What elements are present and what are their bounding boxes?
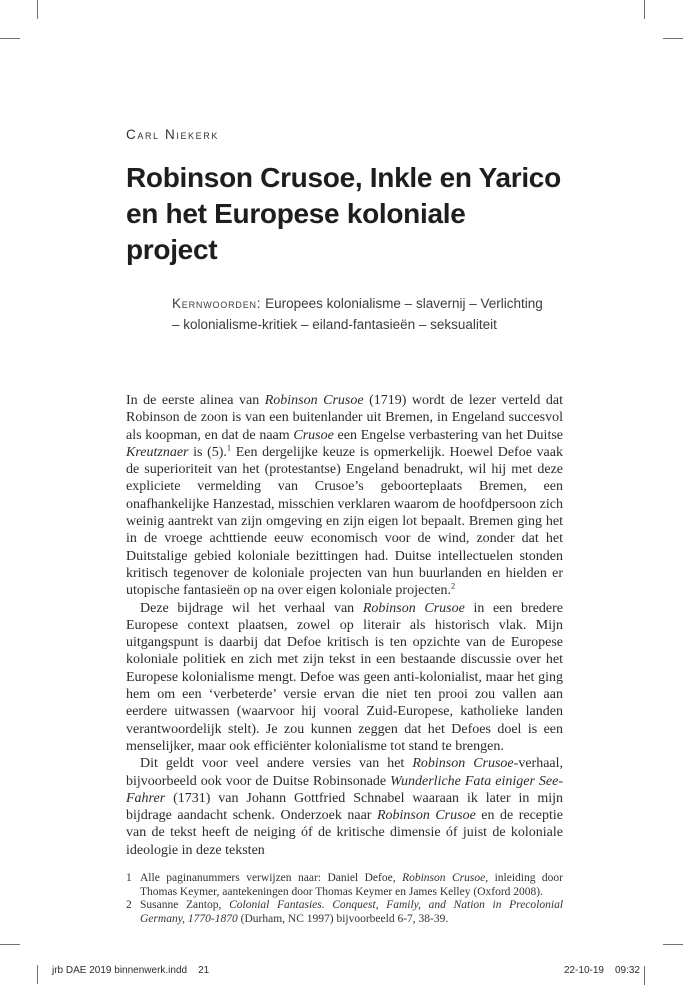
footnote-1 xyxy=(126,872,563,899)
crop-mark-bottom-right-vertical xyxy=(644,966,645,985)
body-paragraph-1: In de eerste alinea van Robinson Crusoe (1719) wordt de lezer verteld dat Robinson de zoon is van een buitenlander uit Bremen, in Engeland succesvol als koopman, en dat de naam Crusoe een Engelse verbastering van het Duitse Kreutznaer is (5).$^1$ Een dergelijke keuze is opmerkelijk. Hoewel Defoe vaak de superioriteit van het (protestantse) Engeland benadrukt, wil hij met deze expliciete vermelding van Crusoe’s geboorteplaats Bremen, een onafhankelijke Hanzestad, misschien verklaren waarom de hoofdpersoon zich weinig aantrekt van zijn omgeving en zijn eigen lot bepaalt. Bremen ging het in de vroege achttiende eeuw economisch voor de wind, zonder dat het Duitstalige gebied koloniale bezittingen had. Duitse intellectuelen stonden kritisch tegenover de koloniale projecten van hun buurlanden en hielden er utopische fantasieën op na over eigen koloniale projecten.$^2$ xyxy=(126,393,564,599)
crop-mark-bottom-left-vertical xyxy=(37,965,38,984)
author-name: Carl Niekerk xyxy=(126,127,219,142)
print-slug-timestamp xyxy=(564,965,640,977)
keywords-text: Europees kolonialisme – slavernij – Verlichting – kolonialisme-kritiek – eiland-fantasieën – seksualiteit xyxy=(172,296,543,332)
footnote-2-number: 2 xyxy=(126,899,132,912)
crop-mark-top-right-vertical xyxy=(644,0,645,19)
crop-mark-bottom-left-horizontal xyxy=(0,944,20,945)
article-title xyxy=(126,160,563,268)
body-paragraph-3: Dit geldt voor veel andere versies van het Robinson Crusoe-verhaal, bijvoorbeeld ook voor de Duitse Robinsonade Wunderliche Fata einiger See-Fahrer (1731) van Johann Gottfried Schnabel waaraan ik later in mijn bijdrage aandacht schenk. Onderzoek naar Robinson Crusoe en de receptie van de tekst heeft de neiging óf de kritische dimensie óf juist de koloniale ideologie in deze teksten xyxy=(126,756,564,858)
body-paragraph-2: Deze bijdrage wil het verhaal van Robinson Crusoe in een bredere Europese context plaatsen, zowel op literair als historisch vlak. Mijn uitgangspunt is daarbij dat Defoe kritisch is ten opzichte van de Europese koloniale politiek en zich met zijn tekst in een bestaande discussie over het Europese kolonialisme mengt. Defoe was geen anti-kolonialist, maar het ging hem om een ‘verbeterde’ versie ervan die niet ten prooi zou vallen aan eerdere uitwassen (waarvoor hij vooral Zuid-Europese, katholieke landen verantwoordelijk stelt). Je zou kunnen zeggen dat het Defoes doel is een menselijker, maar ook efficiënter kolonialisme tot stand te brengen. xyxy=(126,600,563,754)
footnote-1-text: Alle paginanummers verwijzen naar: Daniel Defoe, Robinson Crusoe, inleiding door Thomas Keymer, aantekeningen door Thomas Keymer en James Kelley (Oxford 2008). xyxy=(140,872,564,898)
keywords-block xyxy=(172,293,544,335)
keywords-label: Kernwoorden: xyxy=(172,296,262,311)
footnote-1-number: 1 xyxy=(126,872,132,885)
crop-mark-top-right-horizontal xyxy=(663,38,683,39)
crop-mark-bottom-right-horizontal xyxy=(663,944,683,945)
print-slug-page-number: 21 xyxy=(198,965,210,976)
article-title-line1: Robinson Crusoe, Inkle en Yarico xyxy=(126,162,561,193)
crop-mark-top-left-vertical xyxy=(37,0,38,19)
article-title-line2: en het Europese koloniale project xyxy=(126,198,466,265)
print-slug-time: 09:32 xyxy=(614,965,640,976)
print-slug-date: 22-10-19 xyxy=(563,965,604,976)
print-slug-filename xyxy=(52,965,209,977)
print-slug-document-name: jrb DAE 2019 binnenwerk.indd xyxy=(52,965,188,976)
article-body xyxy=(126,392,563,859)
footnote-2-text: Susanne Zantop, Colonial Fantasies. Conquest, Family, and Nation in Precolonial Germany, 1770-1870 (Durham, NC 1997) bijvoorbeeld 6-7, 38-39. xyxy=(140,899,564,925)
footnote-2 xyxy=(126,899,563,926)
footnotes-block xyxy=(126,872,563,926)
crop-mark-top-left-horizontal xyxy=(0,38,20,39)
article-content xyxy=(126,0,563,926)
